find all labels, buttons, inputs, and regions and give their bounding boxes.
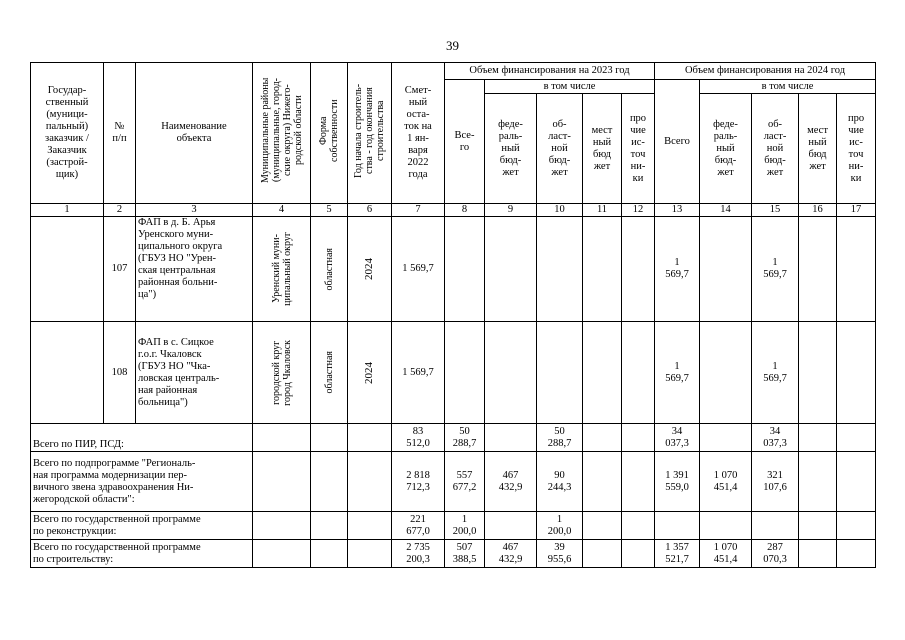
header-years: Год начала строитель- ства - год окончания строительства: [348, 63, 392, 204]
total-2023: 1 200,0: [445, 512, 485, 540]
column-number: 7: [392, 204, 445, 217]
column-number: 8: [445, 204, 485, 217]
header-object-name: Наименование объекта: [136, 63, 253, 204]
regional-2024: 321 107,6: [752, 452, 799, 512]
table-row: [31, 217, 876, 322]
header-regional-2024: об- ласт- ной бюд- жет: [752, 94, 799, 204]
federal-2023: [485, 512, 537, 540]
federal-2024: [700, 512, 752, 540]
total-label: Всего по ПИР, ПСД:: [31, 424, 253, 452]
header-federal-2024: феде- раль- ный бюд- жет: [700, 94, 752, 204]
estimate: 1 569,7: [392, 217, 445, 322]
header-num: № п/п: [104, 63, 136, 204]
total-estimate: 2 818 712,3: [392, 452, 445, 512]
header-other-2024: про чие ис- точ ни- ки: [837, 94, 876, 204]
object-name: ФАП в с. Сицкое г.о.г. Чкаловск (ГБУЗ НО "Чка- ловская централь- ная районная больница"): [136, 322, 253, 424]
regional-2024: 34 037,3: [752, 424, 799, 452]
federal-2024: 1 070 451,4: [700, 452, 752, 512]
regional-2024: 1 569,7: [752, 322, 799, 424]
total-2024: 34 037,3: [655, 424, 700, 452]
total-label: Всего по государственной программе по строительству:: [31, 540, 253, 568]
column-number: 17: [837, 204, 876, 217]
column-number: 12: [622, 204, 655, 217]
federal-2023: 467 432,9: [485, 540, 537, 568]
column-number: 6: [348, 204, 392, 217]
total-estimate: 221 677,0: [392, 512, 445, 540]
column-number: 16: [799, 204, 837, 217]
column-number: 15: [752, 204, 799, 217]
total-2024: 1 391 559,0: [655, 452, 700, 512]
header-fin-2024: Объем финансирования на 2024 год: [655, 63, 876, 80]
total-2024: [655, 512, 700, 540]
total-2024: 1 569,7: [655, 322, 700, 424]
federal-2023: [485, 424, 537, 452]
column-number: 4: [253, 204, 311, 217]
object-name: ФАП в д. Б. Арья Уренского муни- ципального округа (ГБУЗ НО "Урен- ская центральная районная больни- ца"): [136, 217, 253, 322]
header-customer: Государ- ственный (муници- пальный) заказчик / Заказчик (застрой- щик): [31, 63, 104, 204]
total-label: Всего по государственной программе по реконструкции:: [31, 512, 253, 540]
column-number: 1: [31, 204, 104, 217]
header-other-2023: про чие ис- точ ни- ки: [622, 94, 655, 204]
total-row: [31, 512, 876, 540]
column-number: 5: [311, 204, 348, 217]
total-estimate: 2 735 200,3: [392, 540, 445, 568]
ownership: областная: [311, 217, 348, 322]
total-row: [31, 452, 876, 512]
column-number: 14: [700, 204, 752, 217]
total-row: [31, 540, 876, 568]
column-number: 3: [136, 204, 253, 217]
build-years: 2024: [348, 217, 392, 322]
regional-2024: [752, 512, 799, 540]
regional-2024: 1 569,7: [752, 217, 799, 322]
header-districts: Муниципальные районы (муниципальные, город- ские округа) Нижего- родской области: [253, 63, 311, 204]
header-ownership: Форма собственности: [311, 63, 348, 204]
column-number: 2: [104, 204, 136, 217]
header-federal-2023: феде- раль- ный бюд- жет: [485, 94, 537, 204]
column-number: 10: [537, 204, 583, 217]
table-row: [31, 322, 876, 424]
estimate: 1 569,7: [392, 322, 445, 424]
district: городской круг город Чкаловск: [253, 322, 311, 424]
total-row: [31, 424, 876, 452]
header-regional-2023: об- ласт- ной бюд- жет: [537, 94, 583, 204]
federal-2024: [700, 424, 752, 452]
regional-2023: 50 288,7: [537, 424, 583, 452]
total-2023: 557 677,2: [445, 452, 485, 512]
header-incl-2023: в том числе: [485, 80, 655, 94]
column-number-row: [31, 204, 876, 217]
ownership: областная: [311, 322, 348, 424]
district: Уренский муни- ципальный округ: [253, 217, 311, 322]
regional-2023: 90 244,3: [537, 452, 583, 512]
header-incl-2024: в том числе: [700, 80, 876, 94]
total-2024: 1 569,7: [655, 217, 700, 322]
total-2023: 50 288,7: [445, 424, 485, 452]
regional-2023: 1 200,0: [537, 512, 583, 540]
header-total-2024: Всего: [655, 80, 700, 204]
page-number: 39: [446, 38, 459, 53]
header-fin-2023: Объем финансирования на 2023 год: [445, 63, 655, 80]
row-num: 107: [104, 217, 136, 322]
financing-table: [30, 62, 876, 568]
regional-2023: 39 955,6: [537, 540, 583, 568]
regional-2024: 287 070,3: [752, 540, 799, 568]
federal-2023: 467 432,9: [485, 452, 537, 512]
header-local-2023: мест ный бюд жет: [583, 94, 622, 204]
column-number: 13: [655, 204, 700, 217]
build-years: 2024: [348, 322, 392, 424]
header-total-2023: Все- го: [445, 80, 485, 204]
row-num: 108: [104, 322, 136, 424]
total-2024: 1 357 521,7: [655, 540, 700, 568]
header-estimate: Смет- ный оста- ток на 1 ян- варя 2022 года: [392, 63, 445, 204]
column-number: 9: [485, 204, 537, 217]
total-2023: 507 388,5: [445, 540, 485, 568]
total-label: Всего по подпрограмме "Региональ- ная программа модернизации пер- вичного звена здравоохранения Ни- жегородской области":: [31, 452, 253, 512]
header-local-2024: мест ный бюд жет: [799, 94, 837, 204]
federal-2024: 1 070 451,4: [700, 540, 752, 568]
total-estimate: 83 512,0: [392, 424, 445, 452]
column-number: 11: [583, 204, 622, 217]
